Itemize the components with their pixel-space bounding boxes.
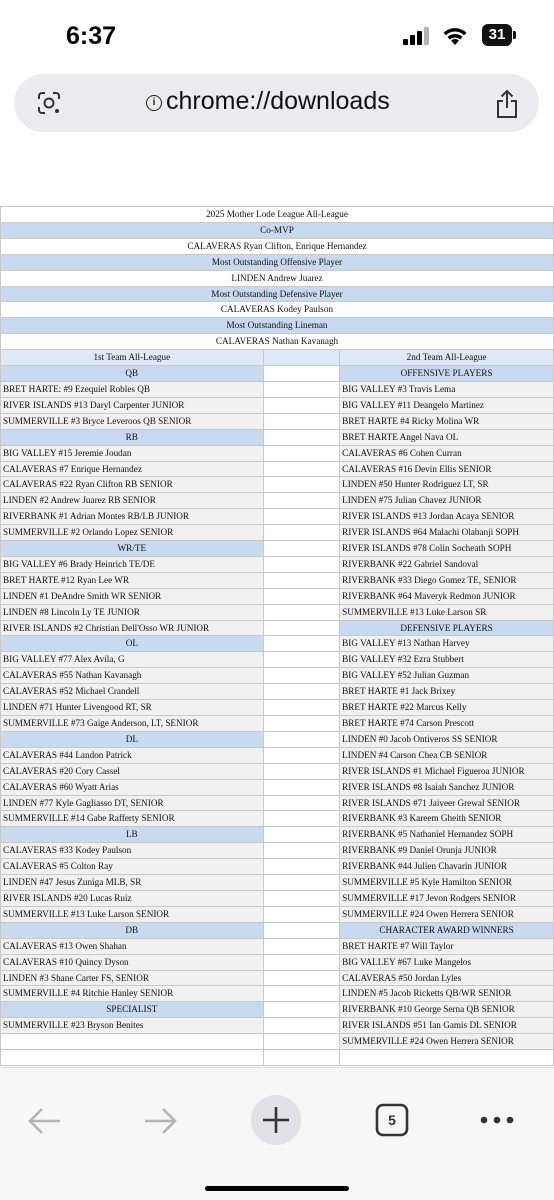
position-header: DB xyxy=(1,922,264,938)
spacer-cell xyxy=(263,938,340,954)
spacer-cell xyxy=(263,986,340,1002)
spacer-cell xyxy=(263,397,340,413)
roster-row xyxy=(1,541,554,557)
section-header: OFFENSIVE PLAYERS xyxy=(340,366,554,382)
award-label-row xyxy=(1,254,554,270)
roster-row xyxy=(1,954,554,970)
roster-row xyxy=(1,588,554,604)
second-team-player: RIVERBANK #9 Daniel Orunja JUNIOR xyxy=(340,843,554,859)
roster-row xyxy=(1,445,554,461)
roster-row xyxy=(1,875,554,891)
second-team-player: RIVER ISLANDS #13 Jordan Acaya SENIOR xyxy=(340,509,554,525)
browser-toolbar xyxy=(0,70,554,147)
clock: 6:37 xyxy=(66,22,117,50)
spacer-cell xyxy=(263,970,340,986)
roster-row xyxy=(1,366,554,382)
second-team-player: RIVER ISLANDS #78 Colin Socheath SOPH xyxy=(340,541,554,557)
roster-row xyxy=(1,604,554,620)
second-team-player: BRET HARTE #22 Marcus Kelly xyxy=(340,700,554,716)
second-team-player: BIG VALLEY #13 Nathan Harvey xyxy=(340,636,554,652)
spacer-cell xyxy=(263,636,340,652)
roster-row xyxy=(1,556,554,572)
second-team-player: BRET HARTE #7 Will Taylor xyxy=(340,938,554,954)
roster-row xyxy=(1,620,554,636)
award-winner-row xyxy=(1,238,554,254)
first-team-player: CALAVERAS #5 Colton Ray xyxy=(1,859,264,875)
second-team-player: SUMMERVILLE #13 Luke Larson SR xyxy=(340,604,554,620)
roster-row xyxy=(1,906,554,922)
roster-row xyxy=(1,700,554,716)
roster-row xyxy=(1,859,554,875)
award-winner-row xyxy=(1,270,554,286)
second-team-player: BRET HARTE Angel Nava OL xyxy=(340,429,554,445)
roster-row xyxy=(1,684,554,700)
second-team-header: 2nd Team All-League xyxy=(340,350,554,366)
second-team-player: RIVERBANK #44 Julien Chavarin JUNIOR xyxy=(340,859,554,875)
first-team-player: BRET HARTE #12 Ryan Lee WR xyxy=(1,572,264,588)
second-team-player xyxy=(340,1050,554,1066)
award-label-row xyxy=(1,222,554,238)
roster-row xyxy=(1,970,554,986)
first-team-player: SUMMERVILLE #23 Bryson Benites xyxy=(1,1018,264,1034)
second-team-player: RIVER ISLANDS #51 Ian Gamis DL SENIOR xyxy=(340,1018,554,1034)
second-team-player: LINDEN #75 Julian Chavez JUNIOR xyxy=(340,493,554,509)
first-team-player: CALAVERAS #52 Michael Crandell xyxy=(1,684,264,700)
award-winner-row xyxy=(1,302,554,318)
position-header: LB xyxy=(1,827,264,843)
status-bar xyxy=(0,0,554,70)
roster-row xyxy=(1,922,554,938)
title-row xyxy=(1,207,554,223)
second-team-player: RIVERBANK #22 Gabriel Sandoval xyxy=(340,556,554,572)
position-header: RB xyxy=(1,429,264,445)
position-header: DL xyxy=(1,731,264,747)
spacer-cell xyxy=(263,381,340,397)
spacer-cell xyxy=(263,652,340,668)
share-icon[interactable] xyxy=(494,89,520,119)
spacer-cell xyxy=(263,922,340,938)
first-team-player: CALAVERAS #13 Owen Shahan xyxy=(1,938,264,954)
first-team-player: CALAVERAS #20 Cory Cassel xyxy=(1,763,264,779)
second-team-player: SUMMERVILLE #17 Jevon Rodgers SENIOR xyxy=(340,890,554,906)
second-team-player: CALAVERAS #6 Cohen Curran xyxy=(340,445,554,461)
first-team-player: LINDEN #47 Jesus Zuniga MLB, SR xyxy=(1,875,264,891)
position-header: SPECIALIST xyxy=(1,1002,264,1018)
award-winner: LINDEN Andrew Juarez xyxy=(1,270,554,286)
second-team-player: LINDEN #4 Carson Chea CB SENIOR xyxy=(340,747,554,763)
second-team-player: BIG VALLEY #32 Ezra Stubbert xyxy=(340,652,554,668)
roster-row xyxy=(1,1002,554,1018)
roster-row xyxy=(1,381,554,397)
award-winner: CALAVERAS Ryan Clifton, Enrique Hernandez xyxy=(1,238,554,254)
spacer-cell xyxy=(263,461,340,477)
spacer-cell xyxy=(263,906,340,922)
roster-row xyxy=(1,938,554,954)
first-team-player: CALAVERAS #55 Nathan Kavanagh xyxy=(1,668,264,684)
spacer-cell xyxy=(263,1050,340,1066)
tab-count[interactable]: 5 xyxy=(388,1112,396,1128)
second-team-player: LINDEN #50 Hunter Rodriguez LT, SR xyxy=(340,477,554,493)
spacer-cell xyxy=(263,811,340,827)
spacer-cell xyxy=(263,525,340,541)
spacer-cell xyxy=(263,843,340,859)
first-team-player: RIVER ISLANDS #20 Lucas Ruiz xyxy=(1,890,264,906)
first-team-player: LINDEN #8 Lincoln Ly TE JUNIOR xyxy=(1,604,264,620)
spacer-cell xyxy=(263,700,340,716)
roster-row xyxy=(1,763,554,779)
bottom-toolbar xyxy=(0,1067,554,1200)
second-team-player: LINDEN #5 Jacob Ricketts QB/WR SENIOR xyxy=(340,986,554,1002)
spacer-cell xyxy=(263,493,340,509)
award-winner: CALAVERAS Kodey Paulson xyxy=(1,302,554,318)
first-team-player: CALAVERAS #44 Landon Patrick xyxy=(1,747,264,763)
award-label-row xyxy=(1,286,554,302)
spacer-cell xyxy=(263,795,340,811)
first-team-player: RIVER ISLANDS #13 Daryl Carpenter JUNIOR xyxy=(1,397,264,413)
roster-row xyxy=(1,525,554,541)
award-winner: CALAVERAS Nathan Kavanagh xyxy=(1,334,554,350)
roster-row xyxy=(1,795,554,811)
spacer-cell xyxy=(263,413,340,429)
spacer-cell xyxy=(263,509,340,525)
spacer-cell xyxy=(263,1002,340,1018)
roster-row xyxy=(1,509,554,525)
spacer-cell xyxy=(263,747,340,763)
first-team-player: SUMMERVILLE #2 Orlando Lopez SENIOR xyxy=(1,525,264,541)
back-arrow-icon[interactable] xyxy=(28,1106,62,1136)
section-header: CHARACTER AWARD WINNERS xyxy=(340,922,554,938)
spacer-cell xyxy=(263,572,340,588)
roster-row xyxy=(1,668,554,684)
spacer-cell xyxy=(263,588,340,604)
second-team-player: SUMMERVILLE #5 Kyle Hamilton SENIOR xyxy=(340,875,554,891)
spacer-cell xyxy=(263,620,340,636)
all-league-sheet xyxy=(0,206,554,1066)
first-team-player: LINDEN #77 Kyle Gagliasso DT, SENIOR xyxy=(1,795,264,811)
spacer-cell xyxy=(263,716,340,732)
roster-row xyxy=(1,811,554,827)
roster-row xyxy=(1,716,554,732)
roster-row xyxy=(1,429,554,445)
spacer-cell xyxy=(263,875,340,891)
spacer-cell xyxy=(263,541,340,557)
first-team-player: SUMMERVILLE #13 Luke Larson SENIOR xyxy=(1,906,264,922)
second-team-player: RIVER ISLANDS #64 Malachi Olabanji SOPH xyxy=(340,525,554,541)
roster-row xyxy=(1,493,554,509)
roster-row xyxy=(1,636,554,652)
spacer-cell xyxy=(263,954,340,970)
roster-row xyxy=(1,572,554,588)
position-header: WR/TE xyxy=(1,541,264,557)
award-label: Most Outstanding Defensive Player xyxy=(1,286,554,302)
new-tab-plus-icon[interactable] xyxy=(250,1094,302,1146)
roster-row xyxy=(1,1050,554,1066)
first-team-player xyxy=(1,1034,264,1050)
position-header: QB xyxy=(1,366,264,382)
second-team-player: CALAVERAS #16 Devin Ellis SENIOR xyxy=(340,461,554,477)
second-team-player: BRET HARTE #74 Carson Prescott xyxy=(340,716,554,732)
second-team-player: SUMMERVILLE #24 Owen Herrera SENIOR xyxy=(340,1034,554,1050)
roster-row xyxy=(1,890,554,906)
first-team-player: RIVERBANK #1 Adrian Montes RB/LB JUNIOR xyxy=(1,509,264,525)
spacer-cell xyxy=(263,366,340,382)
first-team-player: SUMMERVILLE #4 Ritchie Hanley SENIOR xyxy=(1,986,264,1002)
roster-row xyxy=(1,652,554,668)
first-team-player: LINDEN #1 DeAndre Smith WR SENIOR xyxy=(1,588,264,604)
second-team-player: RIVERBANK #64 Maveryk Redmon JUNIOR xyxy=(340,588,554,604)
spacer-cell xyxy=(263,779,340,795)
section-header: DEFENSIVE PLAYERS xyxy=(340,620,554,636)
spacer-cell xyxy=(263,350,340,366)
second-team-player: RIVERBANK #3 Kareem Gheith SENIOR xyxy=(340,811,554,827)
first-team-player: SUMMERVILLE #14 Gabe Rafferty SENIOR xyxy=(1,811,264,827)
award-label: Co-MVP xyxy=(1,222,554,238)
first-team-player: CALAVERAS #33 Kodey Paulson xyxy=(1,843,264,859)
second-team-player: BIG VALLEY #11 Deangelo Martinez xyxy=(340,397,554,413)
google-lens-icon[interactable] xyxy=(36,90,62,116)
roster-row xyxy=(1,1034,554,1050)
award-label: Most Outstanding Offensive Player xyxy=(1,254,554,270)
spacer-cell xyxy=(263,604,340,620)
first-team-player: BIG VALLEY #15 Jeremie Joudan xyxy=(1,445,264,461)
spacer-cell xyxy=(263,1034,340,1050)
roster-row xyxy=(1,827,554,843)
roster-row xyxy=(1,731,554,747)
roster-row xyxy=(1,461,554,477)
spacer-cell xyxy=(263,1018,340,1034)
first-team-player: CALAVERAS #60 Wyatt Arias xyxy=(1,779,264,795)
second-team-player: BIG VALLEY #52 Julian Guzman xyxy=(340,668,554,684)
wifi-icon xyxy=(442,24,468,46)
award-label-row xyxy=(1,318,554,334)
cellular-signal-icon xyxy=(403,27,431,45)
first-team-player: CALAVERAS #10 Quincy Dyson xyxy=(1,954,264,970)
second-team-player: BRET HARTE #1 Jack Brixey xyxy=(340,684,554,700)
battery-tip xyxy=(513,31,516,39)
second-team-player: BRET HARTE #4 Ricky Molina WR xyxy=(340,413,554,429)
spacer-cell xyxy=(263,445,340,461)
spacer-cell xyxy=(263,668,340,684)
award-label: Most Outstanding Lineman xyxy=(1,318,554,334)
spacer-cell xyxy=(263,859,340,875)
first-team-player: LINDEN #2 Andrew Juarez RB SENIOR xyxy=(1,493,264,509)
more-menu-icon[interactable] xyxy=(480,1116,514,1124)
second-team-player: RIVERBANK #5 Nathaniel Hernandez SOPH xyxy=(340,827,554,843)
team-header-row xyxy=(1,350,554,366)
second-team-player: CALAVERAS #50 Jordan Lyles xyxy=(340,970,554,986)
first-team-player: CALAVERAS #7 Enrique Hernandez xyxy=(1,461,264,477)
second-team-player: BIG VALLEY #67 Luke Mangelos xyxy=(340,954,554,970)
spacer-cell xyxy=(263,684,340,700)
roster-row xyxy=(1,397,554,413)
first-team-player: SUMMERVILLE #73 Gaige Anderson, LT, SENIOR xyxy=(1,716,264,732)
second-team-player: RIVERBANK #10 George Serna QB SENIOR xyxy=(340,1002,554,1018)
page-content xyxy=(0,146,554,1066)
site-info-icon[interactable]: i xyxy=(146,95,162,111)
first-team-player: RIVER ISLANDS #2 Christian Dell'Osso WR JUNIOR xyxy=(1,620,264,636)
address-bar[interactable] xyxy=(14,74,539,132)
sheet-title: 2025 Mother Lode League All-League xyxy=(1,207,554,223)
spacer-cell xyxy=(263,763,340,779)
spacer-cell xyxy=(263,731,340,747)
first-team-player: BIG VALLEY #6 Brady Heinrich TE/DE xyxy=(1,556,264,572)
spacer-cell xyxy=(263,556,340,572)
first-team-player: SUMMERVILLE #3 Bryce Leveroos QB SENIOR xyxy=(1,413,264,429)
battery-icon: 31 xyxy=(482,24,512,46)
first-team-player: BRET HARTE: #9 Ezequiel Robles QB xyxy=(1,381,264,397)
home-indicator xyxy=(205,1186,349,1191)
spacer-cell xyxy=(263,827,340,843)
sheet-body xyxy=(1,207,554,1066)
spacer-cell xyxy=(263,477,340,493)
roster-row xyxy=(1,413,554,429)
first-team-header: 1st Team All-League xyxy=(1,350,264,366)
first-team-player xyxy=(1,1050,264,1066)
spacer-cell xyxy=(263,890,340,906)
roster-row xyxy=(1,1018,554,1034)
first-team-player: BIG VALLEY #77 Alex Avila, G xyxy=(1,652,264,668)
award-winner-row xyxy=(1,334,554,350)
roster-row xyxy=(1,477,554,493)
roster-row xyxy=(1,986,554,1002)
position-header: OL xyxy=(1,636,264,652)
second-team-player: RIVER ISLANDS #1 Michael Figueroa JUNIOR xyxy=(340,763,554,779)
second-team-player: LINDEN #0 Jacob Ontiveros SS SENIOR xyxy=(340,731,554,747)
forward-arrow-icon[interactable] xyxy=(143,1106,177,1136)
roster-row xyxy=(1,747,554,763)
second-team-player: SUMMERVILLE #24 Owen Herrera SENIOR xyxy=(340,906,554,922)
first-team-player: LINDEN #71 Hunter Livengood RT, SR xyxy=(1,700,264,716)
first-team-player: CALAVERAS #22 Ryan Clifton RB SENIOR xyxy=(1,477,264,493)
roster-row xyxy=(1,779,554,795)
second-team-player: RIVERBANK #33 Diego Gomez TE, SENIOR xyxy=(340,572,554,588)
second-team-player: RIVER ISLANDS #71 Jaiveer Grewal SENIOR xyxy=(340,795,554,811)
second-team-player: RIVER ISLANDS #8 Isaiah Sanchez JUNIOR xyxy=(340,779,554,795)
second-team-player: BIG VALLEY #3 Travis Lema xyxy=(340,381,554,397)
roster-row xyxy=(1,843,554,859)
first-team-player: LINDEN #3 Shane Carter FS, SENIOR xyxy=(1,970,264,986)
spacer-cell xyxy=(263,429,340,445)
url-text[interactable]: chrome://downloads xyxy=(166,87,390,115)
